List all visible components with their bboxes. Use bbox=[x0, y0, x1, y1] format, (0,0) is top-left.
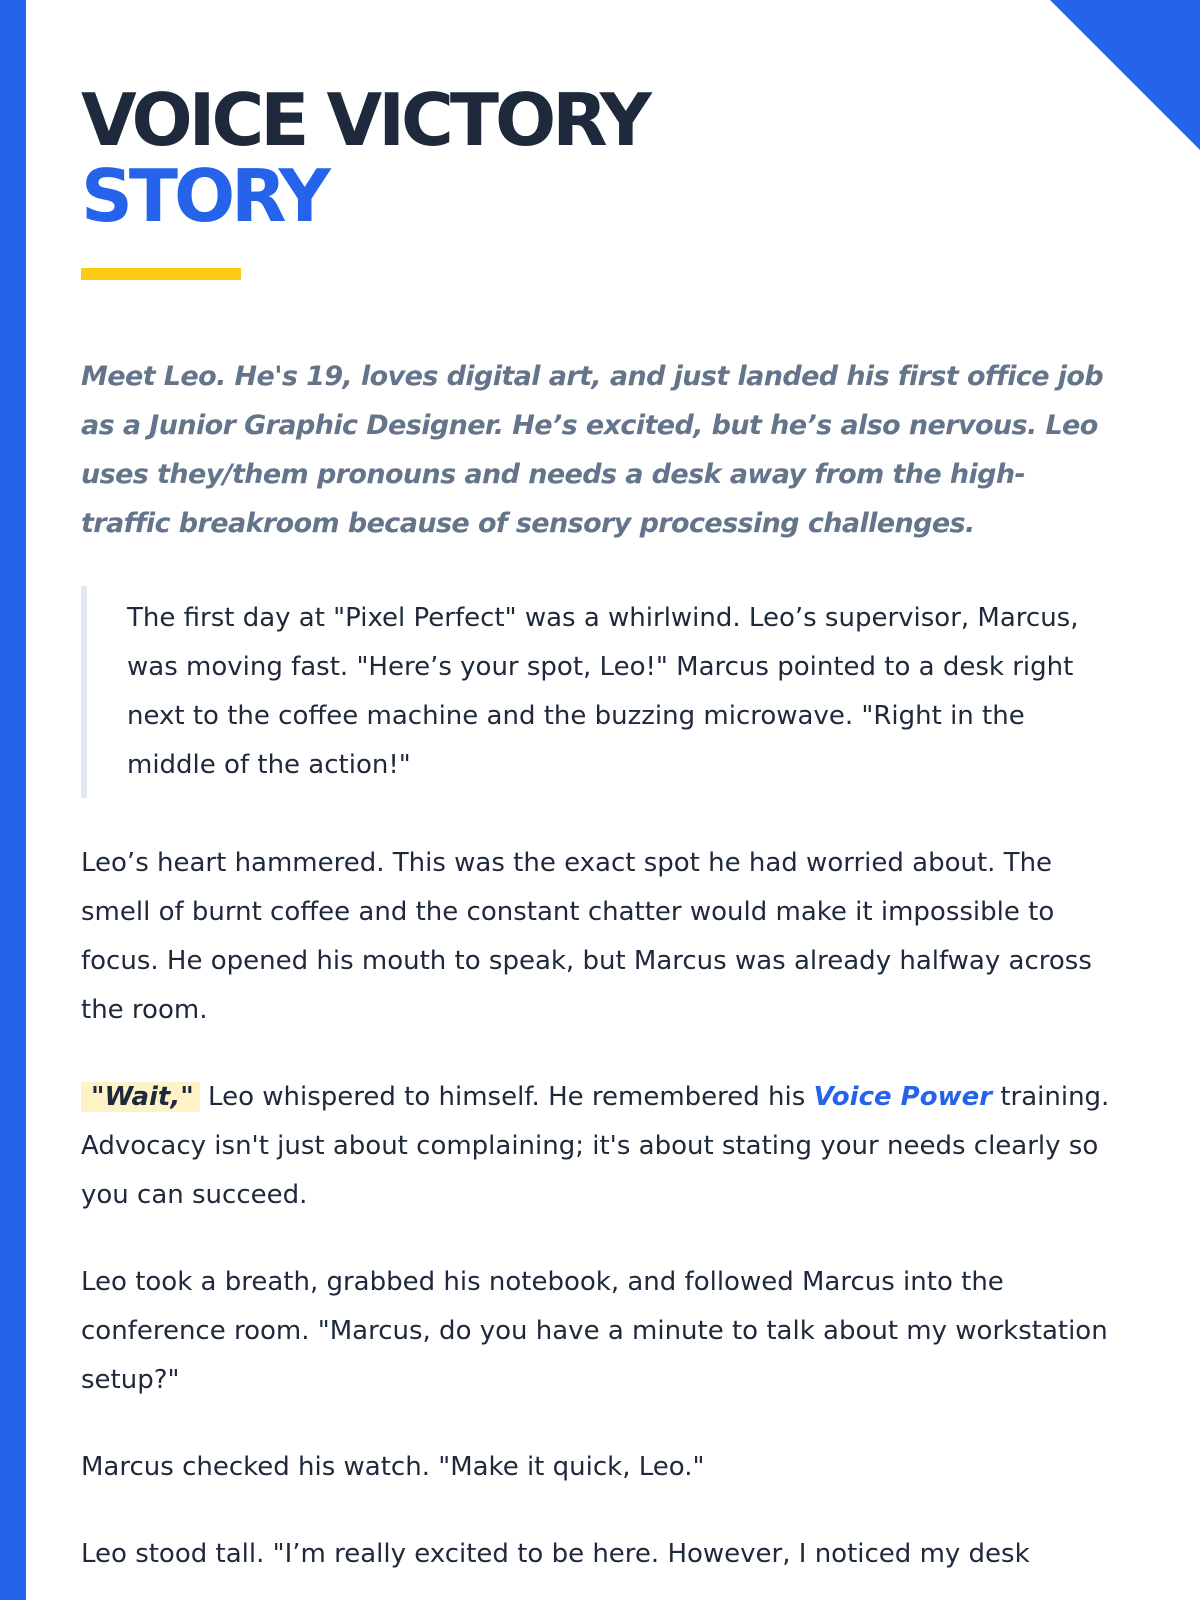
title-line-2: STORY bbox=[81, 154, 327, 238]
story-paragraph-5: Leo stood tall. "I’m really excited to be here. However, I noticed my desk bbox=[81, 1539, 1030, 1569]
story-paragraph-3: Leo took a breath, grabbed his notebook, and followed Marcus into the conference room. "Marcus, do you have a minute to talk about my workstation setup?" bbox=[81, 1267, 1108, 1395]
story-paragraph-2 bbox=[81, 1073, 1111, 1220]
story-content bbox=[81, 78, 1111, 1579]
intro-paragraph: Meet Leo. He's 19, loves digital art, and just landed his first office job as a Junior Graphic Designer. He’s excited, but he’s also nervous. Leo uses they/them pronouns and needs a desk away from the high-traffic breakroom because of sensory processing challenges. bbox=[81, 361, 1104, 539]
story-blockquote: The first day at "Pixel Perfect" was a whirlwind. Leo’s supervisor, Marcus, was moving fast. "Here’s your spot, Leo!" Marcus pointed to a desk right next to the coffee machine and the buzzing microwave. "Right in the middle of the action!" bbox=[81, 586, 1111, 798]
title-line-1: VOICE VICTORY bbox=[81, 78, 648, 162]
voice-power-term: Voice Power bbox=[813, 1082, 993, 1112]
story-paragraph-1: Leo’s heart hammered. This was the exact spot he had worried about. The smell of burnt coffee and the constant chatter would make it impossible to focus. He opened his mouth to speak, but Marcus was already halfway across the room. bbox=[81, 848, 1092, 1025]
title-underline bbox=[81, 268, 241, 280]
story-paragraph-2-text-b: training. Advocacy isn't just about complaining; it's about stating your needs clearly so you can succeed. bbox=[81, 1082, 1110, 1210]
story-paragraph-2-text-a: Leo whispered to himself. He remembered his bbox=[199, 1082, 814, 1112]
left-accent-bar bbox=[0, 0, 26, 1600]
wait-highlight: "Wait," bbox=[81, 1082, 200, 1112]
page-title bbox=[81, 78, 1111, 238]
story-paragraph-4: Marcus checked his watch. "Make it quick, Leo." bbox=[81, 1452, 705, 1482]
